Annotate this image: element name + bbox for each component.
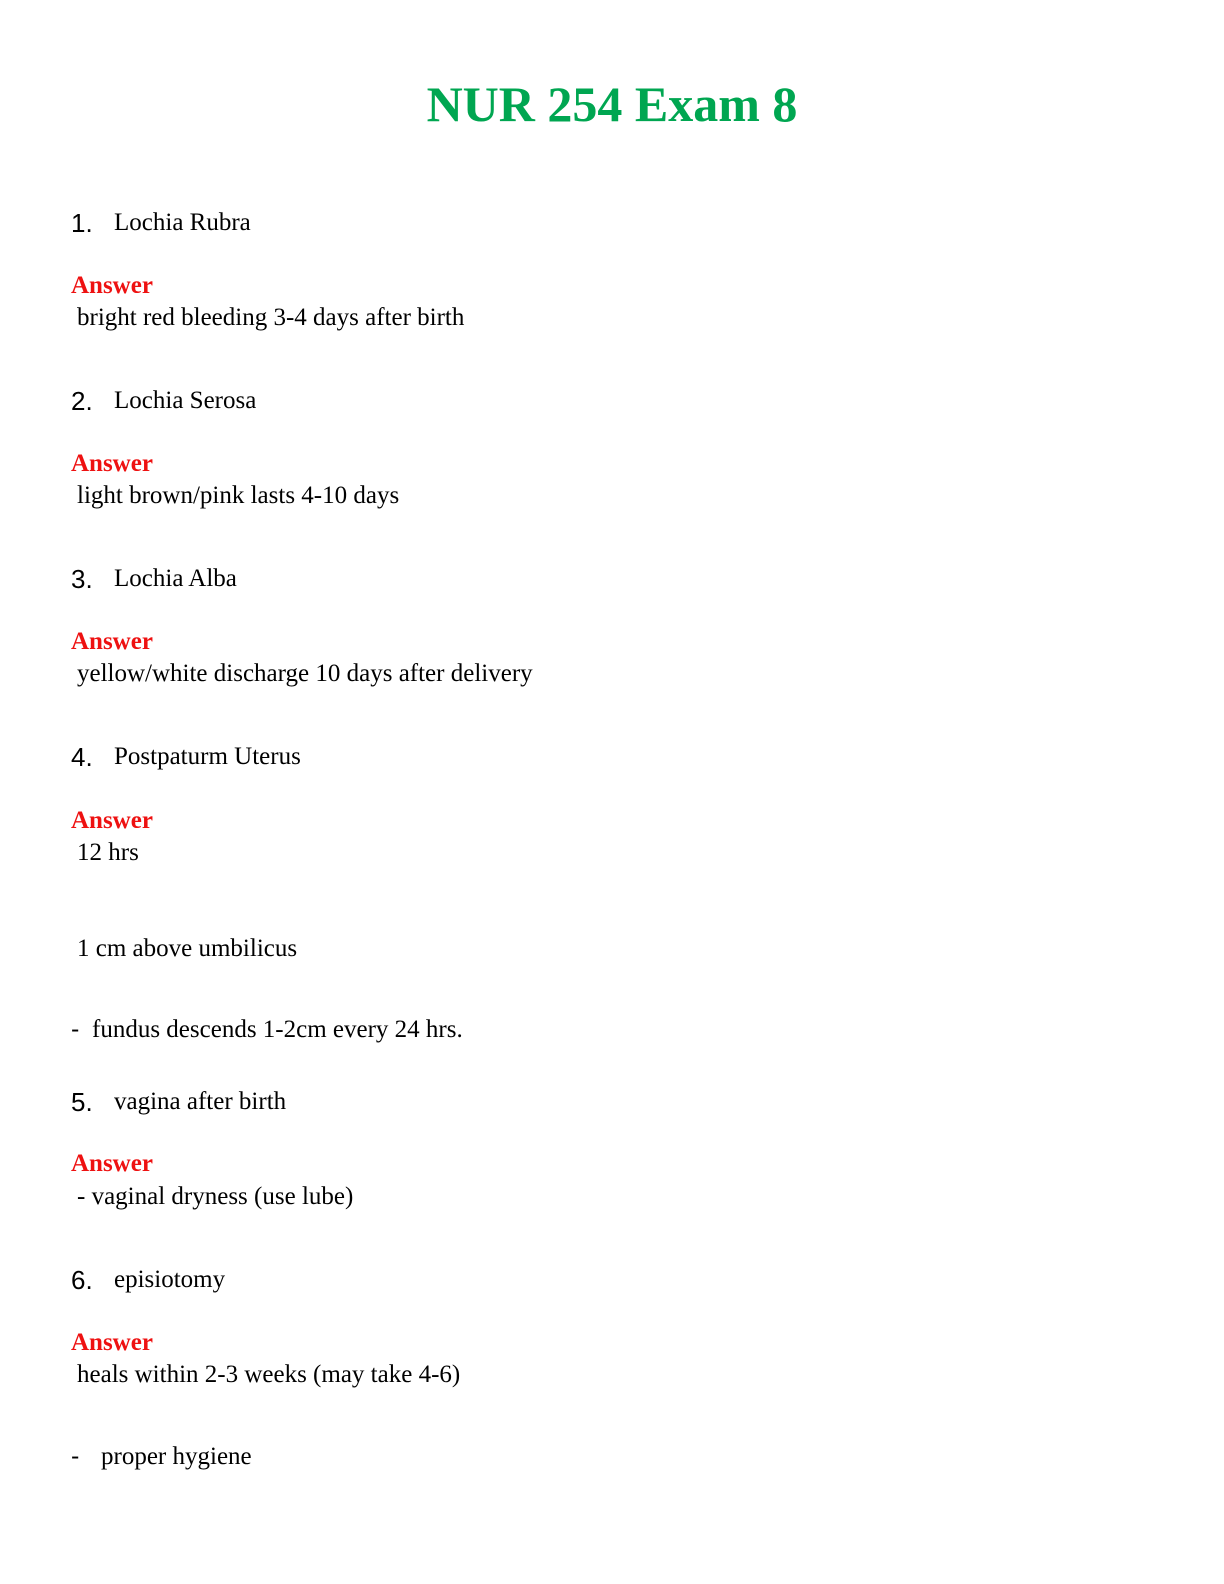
question-number: 1.: [71, 208, 93, 238]
bullet-dash: -: [71, 1442, 80, 1470]
bullet-text: fundus descends 1-2cm every 24 hrs.: [92, 1016, 463, 1043]
question-term: Lochia Serosa: [114, 387, 257, 414]
question-term: episiotomy: [114, 1266, 226, 1293]
question-number: 2.: [71, 386, 93, 416]
question-term: Lochia Rubra: [114, 209, 251, 236]
question-number: 6.: [71, 1265, 93, 1295]
question-number: 3.: [71, 564, 93, 594]
question-number: 5.: [71, 1087, 93, 1117]
answer-label: Answer: [71, 1329, 153, 1356]
answer-label: Answer: [71, 272, 153, 299]
question-term: vagina after birth: [114, 1088, 287, 1115]
bullet-dash: -: [71, 1015, 80, 1043]
answer-label: Answer: [71, 450, 153, 477]
question-term: Lochia Alba: [114, 565, 237, 592]
answer-text: bright red bleeding 3-4 days after birth: [77, 304, 465, 331]
question-number: 4.: [71, 742, 93, 772]
answer-text: - vaginal dryness (use lube): [77, 1183, 354, 1210]
question-term: Postpaturm Uterus: [114, 743, 301, 770]
answer-label: Answer: [71, 807, 153, 834]
answer-text: heals within 2-3 weeks (may take 4-6): [77, 1361, 461, 1388]
answer-text: 12 hrs: [77, 839, 139, 866]
answer-text: light brown/pink lasts 4-10 days: [77, 482, 400, 509]
answer-label: Answer: [71, 628, 153, 655]
page-title: NUR 254 Exam 8: [426, 76, 798, 132]
bullet-text: proper hygiene: [101, 1443, 252, 1470]
answer-text: yellow/white discharge 10 days after delivery: [77, 660, 533, 687]
answer-extra-line: 1 cm above umbilicus: [77, 935, 298, 962]
answer-label: Answer: [71, 1150, 153, 1177]
